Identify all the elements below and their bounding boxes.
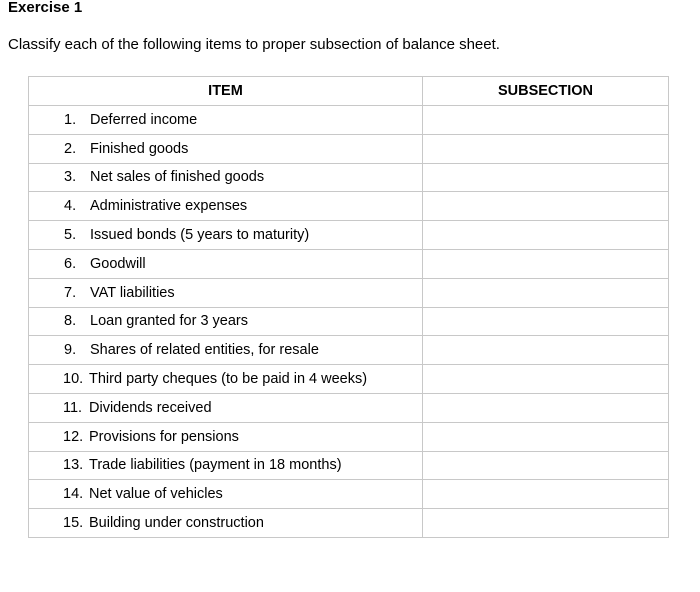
item-cell bbox=[29, 307, 423, 336]
subsection-cell[interactable] bbox=[423, 192, 669, 221]
item-label: Issued bonds (5 years to maturity) bbox=[90, 227, 310, 244]
item-cell bbox=[29, 336, 423, 365]
table-row bbox=[29, 451, 669, 480]
item-cell bbox=[29, 480, 423, 509]
subsection-cell[interactable] bbox=[423, 134, 669, 163]
table-row bbox=[29, 307, 669, 336]
subsection-cell[interactable] bbox=[423, 163, 669, 192]
table-row bbox=[29, 192, 669, 221]
item-cell bbox=[29, 509, 423, 538]
item-cell bbox=[29, 106, 423, 135]
item-label: Shares of related entities, for resale bbox=[90, 342, 319, 359]
item-cell bbox=[29, 365, 423, 394]
table-row bbox=[29, 393, 669, 422]
item-label: Loan granted for 3 years bbox=[90, 313, 248, 330]
item-column-header: ITEM bbox=[29, 77, 423, 106]
item-cell bbox=[29, 278, 423, 307]
item-label: Goodwill bbox=[90, 255, 146, 272]
item-label: Net sales of finished goods bbox=[90, 169, 265, 186]
classification-table bbox=[28, 76, 669, 538]
table-row bbox=[29, 249, 669, 278]
table-row bbox=[29, 134, 669, 163]
table-row bbox=[29, 365, 669, 394]
instruction-text: Classify each of the following items to proper subsection of balance sheet. bbox=[8, 36, 500, 53]
item-cell bbox=[29, 393, 423, 422]
item-cell bbox=[29, 422, 423, 451]
item-number: 2. bbox=[64, 140, 77, 157]
table-row bbox=[29, 278, 669, 307]
item-number: 13. bbox=[63, 457, 84, 474]
item-cell bbox=[29, 163, 423, 192]
table-row bbox=[29, 480, 669, 509]
item-number: 3. bbox=[64, 169, 77, 186]
item-label: Finished goods bbox=[90, 140, 189, 157]
subsection-column-header: SUBSECTION bbox=[423, 77, 669, 106]
table-row bbox=[29, 163, 669, 192]
item-number: 6. bbox=[64, 255, 77, 272]
item-label: Trade liabilities (payment in 18 months) bbox=[89, 457, 342, 474]
subsection-cell[interactable] bbox=[423, 393, 669, 422]
item-cell bbox=[29, 221, 423, 250]
subsection-cell[interactable] bbox=[423, 451, 669, 480]
exercise-title: Exercise 1 bbox=[8, 0, 83, 16]
item-number: 9. bbox=[64, 342, 77, 359]
table-row bbox=[29, 422, 669, 451]
item-number: 5. bbox=[64, 227, 77, 244]
table-row bbox=[29, 221, 669, 250]
table-header-row bbox=[29, 77, 669, 106]
item-number: 12. bbox=[63, 428, 84, 445]
table-row bbox=[29, 106, 669, 135]
subsection-cell[interactable] bbox=[423, 278, 669, 307]
item-number: 7. bbox=[64, 284, 77, 301]
item-number: 8. bbox=[64, 313, 77, 330]
subsection-cell[interactable] bbox=[423, 221, 669, 250]
item-number: 14. bbox=[63, 486, 84, 503]
subsection-cell[interactable] bbox=[423, 336, 669, 365]
item-number: 15. bbox=[63, 515, 84, 532]
item-label: Third party cheques (to be paid in 4 weeks) bbox=[89, 371, 368, 388]
item-cell bbox=[29, 192, 423, 221]
item-cell bbox=[29, 134, 423, 163]
item-number: 4. bbox=[64, 198, 77, 215]
item-number: 11. bbox=[63, 399, 83, 416]
item-number: 10. bbox=[63, 371, 84, 388]
table-row bbox=[29, 336, 669, 365]
item-number: 1. bbox=[64, 111, 77, 128]
item-label: Deferred income bbox=[90, 111, 198, 128]
subsection-cell[interactable] bbox=[423, 422, 669, 451]
item-label: Dividends received bbox=[89, 399, 212, 416]
subsection-cell[interactable] bbox=[423, 249, 669, 278]
table-row bbox=[29, 509, 669, 538]
subsection-cell[interactable] bbox=[423, 106, 669, 135]
item-label: Administrative expenses bbox=[90, 198, 248, 215]
item-cell bbox=[29, 249, 423, 278]
item-label: VAT liabilities bbox=[90, 284, 175, 301]
subsection-cell[interactable] bbox=[423, 307, 669, 336]
item-cell bbox=[29, 451, 423, 480]
item-label: Net value of vehicles bbox=[89, 486, 223, 503]
subsection-cell[interactable] bbox=[423, 509, 669, 538]
subsection-cell[interactable] bbox=[423, 480, 669, 509]
item-label: Building under construction bbox=[89, 515, 264, 532]
subsection-cell[interactable] bbox=[423, 365, 669, 394]
item-label: Provisions for pensions bbox=[89, 428, 239, 445]
